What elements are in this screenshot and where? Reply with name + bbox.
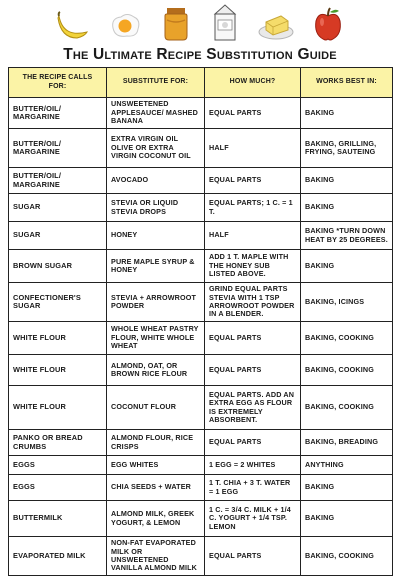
butter-icon bbox=[257, 8, 295, 42]
substitute-cell: CHIA SEEDS + WATER bbox=[107, 475, 205, 501]
substitute-cell: WHOLE WHEAT PASTRY FLOUR, WHITE WHOLE WHEAT bbox=[107, 322, 205, 355]
how-much-cell: HALF bbox=[205, 222, 301, 250]
substitute-cell: PURE MAPLE SYRUP & HONEY bbox=[107, 250, 205, 283]
best-in-cell: BAKING bbox=[301, 250, 393, 283]
calls-for-cell: PANKO OR BREAD CRUMBS bbox=[9, 430, 107, 456]
table-row bbox=[9, 430, 393, 456]
calls-for-cell: CONFECTIONER'S SUGAR bbox=[9, 283, 107, 322]
calls-for-cell: BUTTER/OIL/ MARGARINE bbox=[9, 129, 107, 168]
table-row bbox=[9, 222, 393, 250]
how-much-cell: HALF bbox=[205, 129, 301, 168]
ingredient-icons bbox=[0, 0, 400, 42]
table-row bbox=[9, 537, 393, 576]
calls-for-cell: WHITE FLOUR bbox=[9, 355, 107, 386]
calls-for-cell: WHITE FLOUR bbox=[9, 386, 107, 430]
how-much-cell: 1 C. = 3/4 C. MILK + 1/4 C. YOGURT + 1/4 TSP. LEMON bbox=[205, 501, 301, 537]
calls-for-cell: BUTTER/OIL/ MARGARINE bbox=[9, 98, 107, 129]
best-in-cell: BAKING, COOKING bbox=[301, 355, 393, 386]
how-much-cell: EQUAL PARTS bbox=[205, 168, 301, 194]
substitute-cell: AVOCADO bbox=[107, 168, 205, 194]
calls-for-cell: EGGS bbox=[9, 456, 107, 475]
how-much-cell: EQUAL PARTS; 1 C. = 1 T. bbox=[205, 194, 301, 222]
how-much-cell: ADD 1 T. MAPLE WITH THE HONEY SUB LISTED ABOVE. bbox=[205, 250, 301, 283]
best-in-cell: BAKING bbox=[301, 98, 393, 129]
how-much-cell: GRIND EQUAL PARTS STEVIA WITH 1 TSP ARROWROOT POWDER IN A BLENDER. bbox=[205, 283, 301, 322]
best-in-cell: BAKING bbox=[301, 168, 393, 194]
table-row bbox=[9, 386, 393, 430]
best-in-cell: BAKING, COOKING bbox=[301, 537, 393, 576]
substitute-cell: EXTRA VIRGIN OIL OLIVE OR EXTRA VIRGIN COCONUT OIL bbox=[107, 129, 205, 168]
milk-carton-icon bbox=[209, 2, 241, 42]
calls-for-cell: BROWN SUGAR bbox=[9, 250, 107, 283]
substitute-cell: HONEY bbox=[107, 222, 205, 250]
column-header-substitute: SUBSTITUTE FOR: bbox=[107, 68, 205, 98]
table-row bbox=[9, 194, 393, 222]
substitution-table bbox=[8, 67, 393, 576]
apple-icon bbox=[311, 6, 345, 42]
page-title: The Ultimate Recipe Substitution Guide bbox=[63, 46, 337, 63]
how-much-cell: EQUAL PARTS bbox=[205, 355, 301, 386]
best-in-cell: BAKING bbox=[301, 194, 393, 222]
substitute-cell: ALMOND FLOUR, RICE CRISPS bbox=[107, 430, 205, 456]
column-header-calls-for: THE RECIPE CALLS FOR: bbox=[9, 68, 107, 98]
how-much-cell: EQUAL PARTS bbox=[205, 430, 301, 456]
honey-jar-icon bbox=[159, 4, 193, 42]
how-much-cell: EQUAL PARTS bbox=[205, 537, 301, 576]
best-in-cell: BAKING bbox=[301, 475, 393, 501]
column-header-how-much: HOW MUCH? bbox=[205, 68, 301, 98]
calls-for-cell: EVAPORATED MILK bbox=[9, 537, 107, 576]
table-row bbox=[9, 168, 393, 194]
calls-for-cell: BUTTERMILK bbox=[9, 501, 107, 537]
table-row bbox=[9, 501, 393, 537]
table-row bbox=[9, 98, 393, 129]
calls-for-cell: WHITE FLOUR bbox=[9, 322, 107, 355]
table-header-row bbox=[9, 68, 393, 98]
table-row bbox=[9, 250, 393, 283]
how-much-cell: EQUAL PARTS. ADD AN EXTRA EGG AS FLOUR IS EXTREMELY ABSORBENT. bbox=[205, 386, 301, 430]
how-much-cell: EQUAL PARTS bbox=[205, 322, 301, 355]
best-in-cell: ANYTHING bbox=[301, 456, 393, 475]
best-in-cell: BAKING bbox=[301, 501, 393, 537]
calls-for-cell: BUTTER/OIL/ MARGARINE bbox=[9, 168, 107, 194]
column-header-best-in: WORKS BEST IN: bbox=[301, 68, 393, 98]
best-in-cell: BAKING, COOKING bbox=[301, 322, 393, 355]
how-much-cell: 1 EGG = 2 WHITES bbox=[205, 456, 301, 475]
table-row bbox=[9, 475, 393, 501]
table-row bbox=[9, 355, 393, 386]
calls-for-cell: SUGAR bbox=[9, 222, 107, 250]
best-in-cell: BAKING, ICINGS bbox=[301, 283, 393, 322]
substitute-cell: EGG WHITES bbox=[107, 456, 205, 475]
best-in-cell: BAKING *TURN DOWN HEAT BY 25 DEGREES. bbox=[301, 222, 393, 250]
banana-icon bbox=[55, 8, 91, 42]
table-row bbox=[9, 456, 393, 475]
best-in-cell: BAKING, COOKING bbox=[301, 386, 393, 430]
substitute-cell: STEVIA + ARROWROOT POWDER bbox=[107, 283, 205, 322]
table-row bbox=[9, 129, 393, 168]
substitute-cell: COCONUT FLOUR bbox=[107, 386, 205, 430]
how-much-cell: EQUAL PARTS bbox=[205, 98, 301, 129]
substitute-cell: ALMOND, OAT, OR BROWN RICE FLOUR bbox=[107, 355, 205, 386]
substitute-cell: STEVIA OR LIQUID STEVIA DROPS bbox=[107, 194, 205, 222]
substitute-cell: UNSWEETENED APPLESAUCE/ MASHED BANANA bbox=[107, 98, 205, 129]
fried-egg-icon bbox=[107, 8, 143, 42]
table-row bbox=[9, 322, 393, 355]
best-in-cell: BAKING, GRILLING, FRYING, SAUTEING bbox=[301, 129, 393, 168]
calls-for-cell: EGGS bbox=[9, 475, 107, 501]
table-row bbox=[9, 283, 393, 322]
substitute-cell: ALMOND MILK, GREEK YOGURT, & LEMON bbox=[107, 501, 205, 537]
how-much-cell: 1 T. CHIA + 3 T. WATER = 1 EGG bbox=[205, 475, 301, 501]
calls-for-cell: SUGAR bbox=[9, 194, 107, 222]
substitute-cell: NON-FAT EVAPORATED MILK OR UNSWEETENED VANILLA ALMOND MILK bbox=[107, 537, 205, 576]
best-in-cell: BAKING, BREADING bbox=[301, 430, 393, 456]
